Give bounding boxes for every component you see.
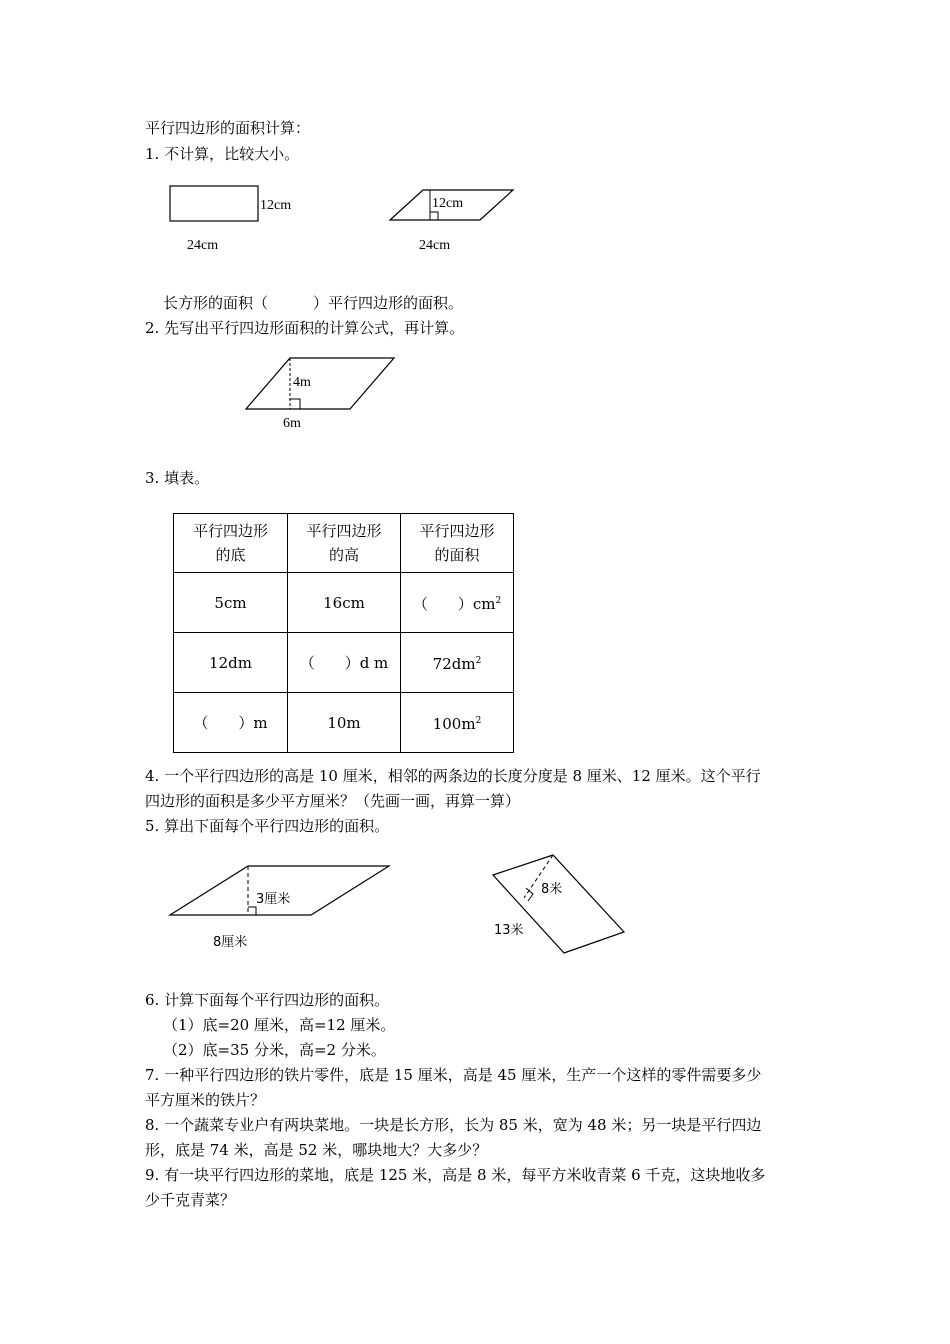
question-1-text: 1. 不计算，比较大小。 <box>145 145 300 163</box>
table-cell <box>401 633 514 693</box>
q5-fig2-base-label: 13米 <box>494 923 524 938</box>
q1-compare-text: 长方形的面积（ ）平行四边形的面积。 <box>163 294 464 312</box>
question-9-line-1: 9. 有一块平行四边形的菜地，底是 125 米，高是 8 米，每平方米收青菜 6 千克，这块地收多 <box>145 1166 766 1184</box>
q2-figure <box>240 350 410 435</box>
table-cell: 10m <box>288 693 401 753</box>
cell-value: 72dm <box>432 655 476 673</box>
q5-fig1-height-label: 3厘米 <box>256 892 291 907</box>
table-cell: 12dm <box>174 633 288 693</box>
q1-rectangle <box>170 186 258 221</box>
table-cell <box>401 693 514 753</box>
question-8-line-2: 形，底是 74 米，高是 52 米，哪块地大？大多少？ <box>145 1141 488 1159</box>
header-height-label: 平行四边形 的高 <box>306 522 382 564</box>
q1-para-height-label: 12cm <box>432 196 464 211</box>
q1-figures <box>160 176 560 266</box>
question-6-sub-2: （2）底=35 分米，高=2 分米。 <box>163 1041 386 1059</box>
table-row <box>174 693 514 753</box>
q5-figures <box>160 850 640 960</box>
unit-exponent: 2 <box>495 596 502 606</box>
header-cell-base <box>174 514 288 573</box>
table-cell: 16cm <box>288 573 401 633</box>
question-8-line-1: 8. 一个蔬菜专业户有两块菜地。一块是长方形，长为 85 米，宽为 48 米；另一块是平行四边 <box>145 1116 762 1134</box>
header-cell-height <box>288 514 401 573</box>
q5-parallelogram-1 <box>170 866 389 915</box>
header-cell-area <box>401 514 514 573</box>
question-6-text: 6. 计算下面每个平行四边形的面积。 <box>145 991 390 1009</box>
question-5-text: 5. 算出下面每个平行四边形的面积。 <box>145 817 390 835</box>
q2-height-label: 4m <box>293 375 311 390</box>
table-cell: 5cm <box>174 573 288 633</box>
table-cell: （ ）m <box>174 693 288 753</box>
cell-value: 100m <box>432 715 476 733</box>
q5-fig2-height-label: 8米 <box>541 882 563 897</box>
header-base-label: 平行四边形 的底 <box>192 522 268 564</box>
fill-table <box>173 513 514 753</box>
unit-exponent: 2 <box>475 716 482 726</box>
table-row <box>174 633 514 693</box>
question-9-line-2: 少千克青菜？ <box>145 1191 236 1209</box>
question-6-sub-1: （1）底=20 厘米，高=12 厘米。 <box>163 1016 396 1034</box>
table-header-row <box>174 514 514 573</box>
q1-right-angle-mark <box>430 212 438 220</box>
q1-rect-base-label: 24cm <box>187 238 219 253</box>
q2-base-label: 6m <box>283 416 301 431</box>
question-4-line-1: 4. 一个平行四边形的高是 10 厘米，相邻的两条边的长度分度是 8 厘米、12 厘米。这个平行 <box>145 767 761 785</box>
q1-rect-side-label: 12cm <box>260 198 292 213</box>
table-row <box>174 573 514 633</box>
table-cell <box>401 573 514 633</box>
question-2-text: 2. 先写出平行四边形面积的计算公式，再计算。 <box>145 319 465 337</box>
q5-fig1-right-angle-mark <box>248 907 256 915</box>
cell-value: （ ）cm <box>412 595 496 613</box>
table-cell: （ ）d m <box>288 633 401 693</box>
question-7-line-2: 平方厘米的铁片？ <box>145 1091 266 1109</box>
q2-right-angle-mark <box>290 399 300 409</box>
question-7-line-1: 7. 一种平行四边形的铁片零件，底是 15 厘米，高是 45 厘米，生产一个这样的零件需要多少 <box>145 1066 762 1084</box>
q1-para-base-label: 24cm <box>419 238 451 253</box>
q5-fig1-base-label: 8厘米 <box>213 935 248 950</box>
unit-exponent: 2 <box>475 656 482 666</box>
header-area-label: 平行四边形 的面积 <box>419 522 495 564</box>
worksheet-title: 平行四边形的面积计算： <box>145 119 311 137</box>
q5-parallelogram-2 <box>493 855 624 953</box>
question-3-text: 3. 填表。 <box>145 469 210 487</box>
question-4-line-2: 四边形的面积是多少平方厘米？（先画一画，再算一算） <box>145 792 521 810</box>
q2-parallelogram <box>246 358 394 409</box>
